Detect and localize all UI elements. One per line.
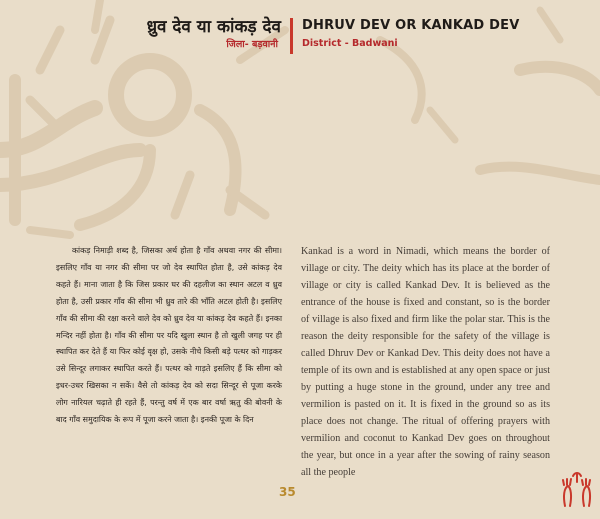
english-column <box>301 243 550 481</box>
hindi-paragraph: कांकड़ निमाड़ी शब्द है, जिसका अर्थ होता है गाँव अथवा नगर की सीमा। इसलिए गाँव या नगर की सीमा पर जो देव स्थापित होता है, उसे कांकड़ देव कहते हैं। माना जाता है कि जिस प्रकार घर की दहलीज का स्थान अटल व ध्रुव होता है, उसी प्रकार गाँव की सीमा भी ध्रुव तारे की भाँति अटल होती है। इसलिए गाँव की सीमा की रक्षा करने वाले देव को ध्रुव देव या कांकड़ देव कहते हैं। इनका मन्दिर नहीं होता है। गाँव की सीमा पर यदि खुला स्थान है तो खुली जगह पर ही स्थापित कर देते हैं या फिर कोई वृक्ष हो, उसके नीचे किसी बड़े पत्थर को गाड़कर उसे सिन्दूर लगाकर स्थापित करते हैं। पत्थर को गाड़ते इसलिए हैं कि सीमा को इधर-उधर खिसका न सकें। वैसे तो कांकड़ देव को सदा सिन्दूर से पूजा करके लोग नारियल चढ़ाते ही रहते हैं, परन्तु वर्ष में एक बार वर्षा ऋतु की बोवनी के बाद गाँव समुदायिक के रूप में पूजा करने जाता है। इनकी पूजा के दिन <box>56 246 282 425</box>
district-hindi: जिला- बड़वानी <box>226 39 278 50</box>
district-english: District - Badwani <box>302 38 398 49</box>
english-paragraph: Kankad is a word in Nimadi, which means the border of village or city. The deity which has its place at the border of village or city is called Kankad Dev. It is believed as the entrance of the house is fixed and constant, so is the border of village is also fixed and firm like the polar star. This is the reason the deity responsible for the safety of the village is called Dhruv Dev or Kankad Dev. This deity does not have a temple of its own and is established at any open space or just by putting a huge stone in the ground, under any tree and vermilion is pasted on it. It is fixed in the ground so as its place does not change. The ritual of offering prayers with vermilion and coconut to Kankad Dev goes on throughout the year, but once in a year after the sowing of rainy season all the people <box>301 246 550 478</box>
page-number: 35 <box>279 485 296 499</box>
footprint-icon <box>561 470 593 508</box>
page-header <box>0 12 600 56</box>
title-english: DHRUV DEV OR KANKAD DEV <box>302 18 520 33</box>
hindi-column <box>56 243 282 429</box>
title-hindi: ध्रुव देव या कांकड़ देव <box>146 17 281 37</box>
title-divider <box>290 18 293 54</box>
